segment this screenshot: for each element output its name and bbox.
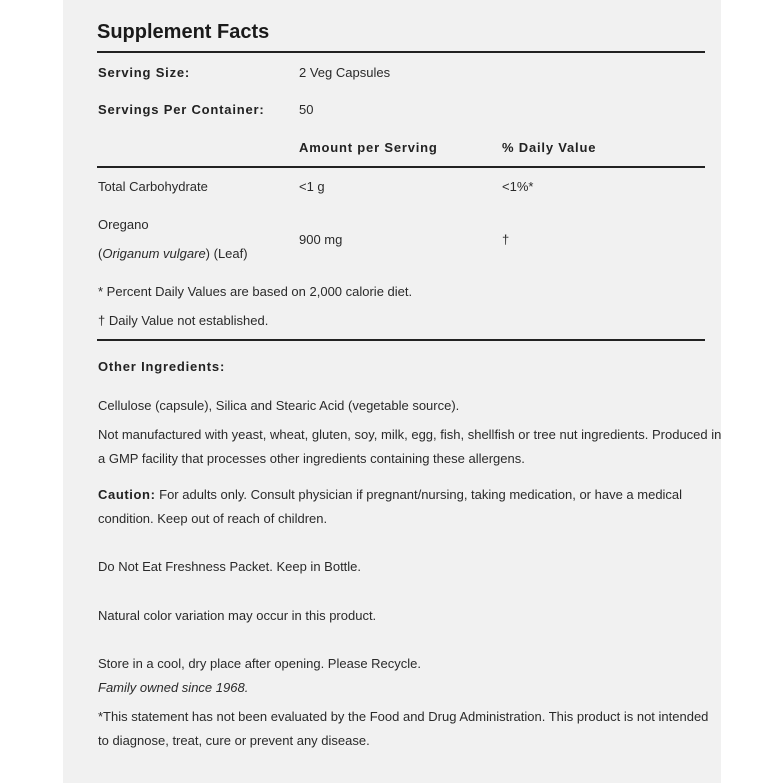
caution-text: For adults only. Consult physician if pregnant/nursing, taking medication, or have a medical bbox=[155, 487, 683, 502]
serving-size-label: Serving Size: bbox=[98, 65, 191, 80]
color-variation-note: Natural color variation may occur in this product. bbox=[98, 608, 377, 623]
fda-disclaimer-line-1: *This statement has not been evaluated by the Food and Drug Administration. This product is not intended bbox=[98, 709, 709, 724]
servings-per-container-value: 50 bbox=[299, 102, 314, 117]
other-ingredients-text: Cellulose (capsule), Silica and Stearic Acid (vegetable source). bbox=[98, 398, 460, 413]
header-rule bbox=[97, 166, 705, 168]
storage-note: Store in a cool, dry place after opening. Please Recycle. bbox=[98, 656, 422, 671]
nutrient-daily-value: <1%* bbox=[502, 179, 534, 194]
caution-line-2: condition. Keep out of reach of children. bbox=[98, 511, 328, 526]
family-owned-note: Family owned since 1968. bbox=[98, 680, 249, 695]
supplement-facts-title: Supplement Facts bbox=[97, 21, 270, 43]
ingredient-amount: 900 mg bbox=[299, 232, 343, 247]
nutrient-amount: <1 g bbox=[299, 179, 325, 194]
ingredient-daily-value: † bbox=[502, 232, 510, 247]
ingredient-latin-name: Origanum vulgare bbox=[102, 246, 206, 261]
freshness-packet-note: Do Not Eat Freshness Packet. Keep in Bottle. bbox=[98, 559, 362, 574]
ingredient-latin-line: (Origanum vulgare) (Leaf) bbox=[98, 246, 248, 261]
caution-line-1 bbox=[98, 487, 682, 502]
title-rule bbox=[97, 51, 705, 53]
footnote-dagger: † Daily Value not established. bbox=[98, 313, 269, 328]
fda-disclaimer-line-2: to diagnose, treat, cure or prevent any disease. bbox=[98, 733, 370, 748]
ingredient-plant-part: (Leaf) bbox=[210, 246, 248, 261]
nutrient-name: Total Carbohydrate bbox=[98, 179, 208, 194]
column-header-daily-value: % Daily Value bbox=[502, 140, 597, 155]
column-header-amount: Amount per Serving bbox=[299, 140, 438, 155]
serving-size-value: 2 Veg Capsules bbox=[299, 65, 391, 80]
servings-per-container-label: Servings Per Container: bbox=[98, 102, 265, 117]
other-ingredients-heading: Other Ingredients: bbox=[98, 359, 226, 374]
facts-bottom-rule bbox=[97, 339, 705, 341]
allergen-statement-line-2: a GMP facility that processes other ingredients containing these allergens. bbox=[98, 451, 525, 466]
caution-label: Caution: bbox=[98, 487, 156, 502]
allergen-statement-line-1: Not manufactured with yeast, wheat, gluten, soy, milk, egg, fish, shellfish or tree nut ingredients. Produced in bbox=[98, 427, 722, 442]
footnote-percent-dv: * Percent Daily Values are based on 2,000 calorie diet. bbox=[98, 284, 413, 299]
ingredient-name: Oregano bbox=[98, 217, 149, 232]
